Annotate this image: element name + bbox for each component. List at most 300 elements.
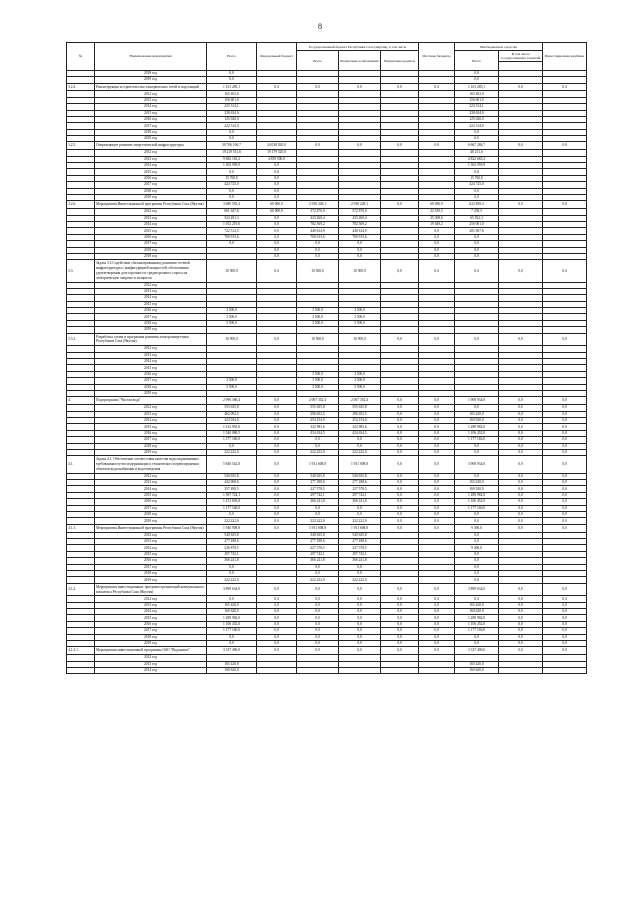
row-gb-interbudget: 10 500,0 (339, 333, 381, 346)
row-name: 2012 год (95, 209, 207, 215)
row-total: 1 106 452,0 (207, 621, 257, 627)
row-gb-total: 2 067 352,4 (297, 397, 339, 405)
row-invest: 0,0 (543, 411, 587, 417)
row-federal: 0,0 (257, 456, 297, 473)
row-total: 424 725,0 (207, 182, 257, 188)
row-gb-interbudget: 0,0 (339, 564, 381, 570)
row-local: 0,0 (419, 228, 455, 234)
row-local: 0,0 (419, 647, 455, 655)
row-name: 2017 год (95, 241, 207, 247)
row-ob-total: 0,0 (455, 577, 499, 583)
row-gb-interbudget: 0,0 (339, 615, 381, 621)
row-gb-total: 0,0 (297, 615, 339, 621)
row-federal: 0,0 (257, 449, 297, 455)
row-name: 2016 год (95, 116, 207, 122)
row-federal: 0,0 (257, 641, 297, 647)
row-name: 2018 год (95, 129, 207, 135)
row-name: 2017 год (95, 123, 207, 129)
row-local: 0,0 (419, 417, 455, 423)
row-invest: 0,0 (543, 333, 587, 346)
row-local: 0,0 (419, 247, 455, 253)
row-invest: 0,0 (543, 634, 587, 640)
row-ob-incl: 0,0 (499, 615, 543, 621)
row-gb-total: 3 500,0 (297, 371, 339, 377)
row-name: 2012 год (95, 596, 207, 602)
row-total: 0,0 (207, 129, 257, 135)
row-total: 0,0 (207, 641, 257, 647)
row-local: 0,0 (419, 260, 455, 282)
row-gb-interbudget: 2 930 228,1 (339, 201, 381, 209)
row-gb-total: 2 930 228,1 (297, 201, 339, 209)
row-name: Мероприятия инвестиционных программ организаций коммунального комплекса Республики Саха (Якутия) (95, 583, 207, 596)
row-gb-total: 0,0 (297, 83, 339, 91)
row-name: 2018 год (95, 320, 207, 326)
row-gb-credits: 0,0 (381, 260, 419, 282)
row-total: 5 840 542,8 (207, 456, 257, 473)
row-gb-credits: 0,0 (381, 647, 419, 655)
row-local: 0,0 (419, 397, 455, 405)
row-gb-credits: 0,0 (381, 142, 419, 150)
row-ob-total: 1 177 160,0 (455, 628, 499, 634)
row-local: 0,0 (419, 634, 455, 640)
header-num: № (67, 43, 95, 71)
row-name: 2018 год (95, 570, 207, 576)
row-ob-total: 0,0 (455, 77, 499, 83)
row-ob-total: 0,0 (455, 634, 499, 640)
row-gb-interbudget: 0,0 (339, 596, 381, 602)
row-invest: 0,0 (543, 505, 587, 511)
row-federal: 0,0 (257, 424, 297, 430)
row-gb-total: 10 500,0 (297, 260, 339, 282)
row-invest: 0,0 (543, 260, 587, 282)
row-ob-total: 0,0 (455, 234, 499, 240)
row-name: 2012 год (95, 346, 207, 352)
row-name: 2019 год (95, 641, 207, 647)
row-ob-total: 250 001,0 (455, 221, 499, 227)
header-federal: Федеральный бюджет (257, 43, 297, 71)
row-gb-total: 3 500,0 (297, 320, 339, 326)
row-ob-total: 65 922,3 (455, 215, 499, 221)
row-ob-incl: 0,0 (499, 333, 543, 346)
row-name: 2017 год (95, 505, 207, 511)
row-gb-interbudget: 540 635,8 (339, 532, 381, 538)
row-invest: 0,0 (543, 449, 587, 455)
row-ob-total: 0,0 (455, 596, 499, 602)
row-gb-total: 0,0 (297, 142, 339, 150)
row-total: 540 635,8 (207, 532, 257, 538)
row-invest: 0,0 (543, 596, 587, 602)
table-row-measure (67, 397, 587, 405)
row-ob-total: 1 289 982,0 (455, 615, 499, 621)
row-total: 222 222,0 (207, 449, 257, 455)
header-gb-total: Всего (297, 51, 339, 70)
row-name: 2013 год (95, 411, 207, 417)
row-local: 0,0 (419, 524, 455, 532)
row-total: 1 472 693,8 (207, 499, 257, 505)
row-gb-interbudget: 0,0 (339, 647, 381, 655)
row-federal: 0,0 (257, 175, 297, 181)
row-ob-total: 165 420,0 (455, 480, 499, 486)
row-name: 2017 год (95, 378, 207, 384)
row-total: 165 402,0 (207, 91, 257, 97)
row-name: 2014 год (95, 104, 207, 110)
row-ob-total: 1 106 452,0 (455, 621, 499, 627)
row-local: 0,0 (419, 596, 455, 602)
row-federal: 0,0 (257, 524, 297, 532)
row-ob-incl (499, 668, 543, 674)
row-total: 222 222,0 (207, 518, 257, 524)
row-gb-credits: 0,0 (381, 333, 419, 346)
row-ob-incl: 0,0 (499, 480, 543, 486)
row-ob-total: 0,0 (455, 518, 499, 524)
row-ob-incl: 0,0 (499, 524, 543, 532)
row-local: 0,0 (419, 83, 455, 91)
row-local: 0,0 (419, 142, 455, 150)
header-offbudget: Внебюджетные средства (455, 43, 543, 51)
row-invest: 0,0 (543, 499, 587, 505)
row-total: 0,0 (207, 443, 257, 449)
row-code: 4.1.1. (67, 524, 95, 532)
table-row-measure (67, 201, 587, 209)
row-name: 2016 год (95, 234, 207, 240)
row-gb-interbudget: 540 635,8 (339, 473, 381, 479)
row-federal: 0,0 (257, 486, 297, 492)
row-federal (257, 668, 297, 674)
row-name: Задача 4.1. Обеспечение соответствия качества воды нормативным требованиям путем модернизации и технического перевооружения объектов водоснабжения и водоотведения (95, 456, 207, 473)
row-code: 3.2.6. (67, 201, 95, 209)
row-code: 4. (67, 397, 95, 405)
row-ob-total: 0,0 (455, 241, 499, 247)
row-ob-total: 9 300,0 (455, 545, 499, 551)
row-gb-interbudget: 0,0 (339, 505, 381, 511)
row-local: 0,0 (419, 253, 455, 259)
row-total: 1 363 959,9 (207, 163, 257, 169)
row-name: 2019 год (95, 390, 207, 396)
row-ob-total: 622 858,4 (455, 201, 499, 209)
row-name: 2014 год (95, 486, 207, 492)
row-ob-total: 169 920,0 (455, 417, 499, 423)
row-gb-total: 0,0 (297, 505, 339, 511)
row-ob-total: 7 238,3 (455, 209, 499, 215)
row-ob-incl: 0,0 (499, 473, 543, 479)
row-gb-interbudget: 0,0 (339, 247, 381, 253)
row-gb-total: 555 635,8 (297, 405, 339, 411)
row-ob-total: 1 106 452,0 (455, 430, 499, 436)
row-gb-credits: 0,0 (381, 480, 419, 486)
row-total: 462 092,5 (207, 411, 257, 417)
row-name: 2015 год (95, 492, 207, 498)
row-name: 2014 год (95, 668, 207, 674)
row-ob-total: 165 420,0 (455, 411, 499, 417)
row-federal: 0,0 (257, 647, 297, 655)
row-name: 2015 год (95, 424, 207, 430)
row-total: 222 222,0 (207, 577, 257, 583)
row-name: 2016 год (95, 430, 207, 436)
row-federal: 0,0 (257, 397, 297, 405)
row-local: 0,0 (419, 405, 455, 411)
row-name: 2012 год (95, 405, 207, 411)
row-gb-total: 0,0 (297, 647, 339, 655)
row-gb-total: 0,0 (297, 564, 339, 570)
row-total: 277 188,6 (207, 538, 257, 544)
row-ob-incl: 0,0 (499, 634, 543, 640)
row-gb-total: 0,0 (297, 512, 339, 518)
row-gb-interbudget: 10 500,0 (339, 260, 381, 282)
row-name: 2019 год (95, 77, 207, 83)
row-gb-credits: 0,0 (381, 456, 419, 473)
row-federal: 0,0 (257, 596, 297, 602)
row-total: 30 706 106,7 (207, 142, 257, 150)
row-gb-interbudget: 366 241,8 (339, 558, 381, 564)
page-number: 8 (318, 22, 322, 31)
row-gb-interbudget: 322 983,6 (339, 424, 381, 430)
row-name: 2012 год (95, 532, 207, 538)
row-gb-total: 0,0 (297, 437, 339, 443)
row-ob-total: 3 899 634,0 (455, 583, 499, 596)
row-code: 3.2.5. (67, 142, 95, 150)
row-ob-incl: 0,0 (499, 437, 543, 443)
row-ob-total: 156 601,0 (455, 97, 499, 103)
row-invest: 0,0 (543, 615, 587, 621)
row-local: 0,0 (419, 443, 455, 449)
row-name: Реконструкция и строительство электрических сетей и подстанций (95, 83, 207, 91)
row-gb-interbudget: 3 500,0 (339, 320, 381, 326)
row-federal: 0,0 (257, 417, 297, 423)
row-local: 0,0 (419, 602, 455, 608)
row-gb-total: 3 500,0 (297, 384, 339, 390)
row-gb-total: 540 635,8 (297, 532, 339, 538)
row-total: 0,0 (207, 512, 257, 518)
row-local: 0,0 (419, 333, 455, 346)
row-name: 2019 год (95, 577, 207, 583)
row-gb-total: 0,0 (297, 241, 339, 247)
row-local: 0,0 (419, 486, 455, 492)
row-gb-total: 0,0 (297, 443, 339, 449)
row-gb-interbudget: 0,0 (339, 253, 381, 259)
row-name: 2018 год (95, 188, 207, 194)
row-federal: 0,0 (257, 247, 297, 253)
row-name: 2015 год (95, 301, 207, 307)
row-total: 524 491,3 (207, 215, 257, 221)
row-federal: 0,0 (257, 228, 297, 234)
row-name: 2014 год (95, 545, 207, 551)
row-name: 2018 год (95, 384, 207, 390)
row-ob-incl: 0,0 (499, 602, 543, 608)
row-federal: 0,0 (257, 518, 297, 524)
row-ob-total: 0,0 (455, 641, 499, 647)
row-gb-interbudget: 0,0 (339, 512, 381, 518)
row-code: 4.1. (67, 456, 95, 473)
row-ob-total: 160 620,0 (455, 609, 499, 615)
row-total: 10 500,0 (207, 333, 257, 346)
row-total: 160 620,0 (207, 609, 257, 615)
row-name: 2019 год (95, 327, 207, 333)
row-gb-interbudget: 366 241,8 (339, 499, 381, 505)
row-gb-interbudget: 3 500,0 (339, 371, 381, 377)
row-ob-total: 0,0 (455, 532, 499, 538)
row-federal: 0,0 (257, 215, 297, 221)
row-total: 1 052 219,0 (207, 221, 257, 227)
row-invest: 0,0 (543, 437, 587, 443)
row-ob-total: 0,0 (455, 247, 499, 253)
row-gb-interbudget: 297 742,1 (339, 492, 381, 498)
row-ob-total: 0,0 (455, 564, 499, 570)
row-gb-interbudget: 0,0 (339, 83, 381, 91)
row-gb-interbudget: 3 500,0 (339, 308, 381, 314)
row-total: 1 177 160,0 (207, 628, 257, 634)
row-gb-interbudget: 227 578,5 (339, 486, 381, 492)
row-federal: 0,0 (257, 405, 297, 411)
row-federal: 0,0 (257, 583, 297, 596)
row-name: 2016 год (95, 308, 207, 314)
row-total: 1 612 955,6 (207, 424, 257, 430)
row-ob-total: 3 337 490,0 (455, 647, 499, 655)
row-total: 0,0 (207, 77, 257, 83)
row-local: 22 539,5 (419, 209, 455, 215)
row-total: 3 899 634,0 (207, 583, 257, 596)
row-gb-interbudget: 0,0 (339, 628, 381, 634)
row-total: 424 034,0 (207, 417, 257, 423)
row-gb-interbudget: 700 913,6 (339, 234, 381, 240)
row-local (419, 668, 455, 674)
row-name: 2014 год (95, 609, 207, 615)
row-federal: 0,0 (257, 437, 297, 443)
row-invest: 0,0 (543, 583, 587, 596)
row-invest: 0,0 (543, 142, 587, 150)
row-federal: 0,0 (257, 602, 297, 608)
row-total: 357 498,5 (207, 486, 257, 492)
row-total: 1 177 160,0 (207, 505, 257, 511)
header-local: Местные бюджеты (419, 43, 455, 71)
row-name: 2014 год (95, 295, 207, 301)
row-ob-incl: 0,0 (499, 424, 543, 430)
row-invest: 0,0 (543, 512, 587, 518)
table-header (67, 43, 587, 71)
row-federal: 0,0 (257, 163, 297, 169)
row-federal: 4 859 500,0 (257, 156, 297, 162)
row-gb-total: 434 634,5 (297, 430, 339, 436)
row-name: 2014 год (95, 359, 207, 365)
row-federal: 60 000,0 (257, 209, 297, 215)
row-total: 0,0 (207, 634, 257, 640)
row-gb-credits: 0,0 (381, 437, 419, 443)
row-gb-credits: 0,0 (381, 201, 419, 209)
row-federal: 0,0 (257, 443, 297, 449)
row-gb-credits: 0,0 (381, 615, 419, 621)
row-gb-total: 0,0 (297, 602, 339, 608)
row-local: 0,0 (419, 480, 455, 486)
row-total: 700 913,6 (207, 234, 257, 240)
row-gb-interbudget: 1 931 608,8 (339, 456, 381, 473)
row-gb-interbudget: 222 222,0 (339, 449, 381, 455)
row-gb-credits: 0,0 (381, 417, 419, 423)
row-ob-total: 0,0 (455, 443, 499, 449)
row-name: 2013 год (95, 602, 207, 608)
row-gb-total: 366 241,8 (297, 558, 339, 564)
row-gb-total: 297 742,1 (297, 551, 339, 557)
row-ob-incl: 0,0 (499, 486, 543, 492)
row-name: 2012 год (95, 91, 207, 97)
row-gb-interbudget: 3 500,0 (339, 314, 381, 320)
row-total: 297 742,1 (207, 551, 257, 557)
table-body (67, 70, 587, 674)
row-name: 2013 год (95, 538, 207, 544)
row-name: 2016 год (95, 558, 207, 564)
row-local: 0,0 (419, 583, 455, 596)
row-ob-incl: 0,0 (499, 83, 543, 91)
row-name: 2013 год (95, 661, 207, 667)
row-invest: 0,0 (543, 473, 587, 479)
row-federal: 0,0 (257, 221, 297, 227)
row-gb-credits: 0,0 (381, 518, 419, 524)
row-ob-incl: 0,0 (499, 260, 543, 282)
row-local: 0,0 (419, 234, 455, 240)
row-total: 0,0 (207, 136, 257, 142)
row-total: 236 878,5 (207, 545, 257, 551)
row-invest: 0,0 (543, 518, 587, 524)
row-total: 165 420,0 (207, 602, 257, 608)
row-gb-credits: 0,0 (381, 405, 419, 411)
row-ob-total: 165 402,0 (455, 91, 499, 97)
row-local: 68 496,9 (419, 201, 455, 209)
row-gb-credits: 0,0 (381, 443, 419, 449)
row-invest: 0,0 (543, 492, 587, 498)
row-total: 722 312,5 (207, 228, 257, 234)
row-total: 0,0 (207, 188, 257, 194)
row-total: 3 500,0 (207, 308, 257, 314)
row-federal: 0,0 (257, 83, 297, 91)
row-invest: 0,0 (543, 609, 587, 615)
row-local: 19 649,2 (419, 221, 455, 227)
row-total: 3 500,0 (207, 314, 257, 320)
row-gb-interbudget: 254 154,0 (339, 417, 381, 423)
row-invest: 0,0 (543, 430, 587, 436)
row-gb-credits: 0,0 (381, 596, 419, 602)
row-gb-total: 227 578,5 (297, 486, 339, 492)
row-total: 160 620,0 (207, 668, 257, 674)
row-ob-total: 0,0 (455, 129, 499, 135)
row-ob-total: 3 908 934,0 (455, 456, 499, 473)
row-gb-interbudget: 0,0 (339, 583, 381, 596)
row-federal: 0,0 (257, 512, 297, 518)
row-federal: 0,0 (257, 234, 297, 240)
row-total: 1 161 285,1 (207, 83, 257, 91)
row-invest: 0,0 (543, 524, 587, 532)
row-federal: 0,0 (257, 411, 297, 417)
row-ob-incl: 0,0 (499, 609, 543, 615)
row-gb-credits: 0,0 (381, 524, 419, 532)
row-gb-total: 540 635,8 (297, 473, 339, 479)
row-code: 3.3. (67, 260, 95, 282)
row-ob-incl: 0,0 (499, 583, 543, 596)
header-ob-incl: В том числе государственных гарантий (499, 51, 543, 62)
row-federal: 0,0 (257, 333, 297, 346)
row-ob-incl: 0,0 (499, 456, 543, 473)
row-ob-incl: 0,0 (499, 512, 543, 518)
row-gb-total: 0,0 (297, 253, 339, 259)
row-gb-interbudget: 0,0 (339, 443, 381, 449)
row-federal: 0,0 (257, 480, 297, 486)
row-ob-total: 6 667 286,7 (455, 142, 499, 150)
row-gb-total: 296 652,5 (297, 411, 339, 417)
row-invest: 0,0 (543, 480, 587, 486)
row-local: 0,0 (419, 424, 455, 430)
row-federal: 0,0 (257, 492, 297, 498)
row-ob-total: 0,0 (455, 169, 499, 175)
row-ob-total: 424 725,0 (455, 182, 499, 188)
row-invest: 0,0 (543, 641, 587, 647)
row-name: 2018 год (95, 634, 207, 640)
